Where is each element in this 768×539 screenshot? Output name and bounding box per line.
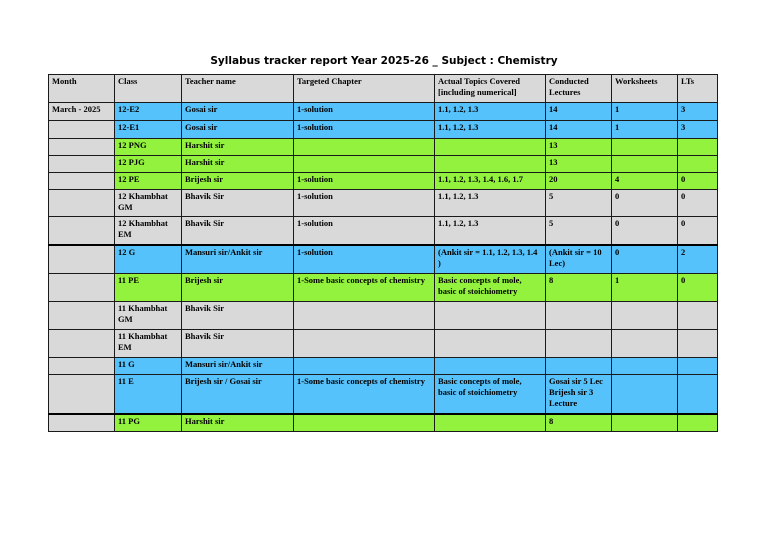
chapter-cell <box>294 330 435 358</box>
table-row <box>49 121 718 139</box>
class-cell: 12 Khambhat EM <box>115 217 182 245</box>
header-teacher-name: Teacher name <box>182 75 294 103</box>
syllabus-tracker-table <box>48 74 718 432</box>
class-cell: 12-E2 <box>115 103 182 121</box>
class-cell: 12 Khambhat GM <box>115 190 182 217</box>
worksheets-cell: 0 <box>612 245 678 274</box>
topics-cell: (Ankit sir = 1.1, 1.2, 1.3, 1.4 ) <box>435 245 546 274</box>
topics-cell <box>435 302 546 330</box>
chapter-cell <box>294 414 435 432</box>
chapter-cell: 1-solution <box>294 121 435 139</box>
teacher-cell: Brijesh sir <box>182 173 294 190</box>
chapter-cell: 1-solution <box>294 190 435 217</box>
topics-cell <box>435 358 546 375</box>
lts-cell: 0 <box>678 274 718 302</box>
lectures-cell: 5 <box>546 190 612 217</box>
lts-cell: 0 <box>678 190 718 217</box>
lectures-cell: Gosai sir 5 Lec Brijesh sir 3 Lecture <box>546 375 612 414</box>
lectures-cell: 8 <box>546 274 612 302</box>
topics-cell: 1.1, 1.2, 1.3 <box>435 121 546 139</box>
worksheets-cell <box>612 156 678 173</box>
lts-cell: 2 <box>678 245 718 274</box>
teacher-cell: Bhavik Sir <box>182 330 294 358</box>
table-row <box>49 330 718 358</box>
table-row <box>49 139 718 156</box>
lts-cell: 3 <box>678 121 718 139</box>
worksheets-cell: 1 <box>612 103 678 121</box>
class-cell: 11 Khambhat GM <box>115 302 182 330</box>
lectures-cell: 20 <box>546 173 612 190</box>
chapter-cell: 1-solution <box>294 173 435 190</box>
teacher-cell: Brijesh sir / Gosai sir <box>182 375 294 414</box>
topics-cell: Basic concepts of mole, basic of stoichiometry <box>435 375 546 414</box>
lectures-cell: 14 <box>546 103 612 121</box>
lts-cell <box>678 414 718 432</box>
worksheets-cell <box>612 375 678 414</box>
chapter-cell: 1-Some basic concepts of chemistry <box>294 375 435 414</box>
lectures-cell: 5 <box>546 217 612 245</box>
lts-cell: 3 <box>678 103 718 121</box>
teacher-cell: Mansuri sir/Ankit sir <box>182 358 294 375</box>
chapter-cell <box>294 139 435 156</box>
teacher-cell: Harshit sir <box>182 156 294 173</box>
lts-cell <box>678 302 718 330</box>
month-cell <box>49 217 115 245</box>
month-cell <box>49 302 115 330</box>
month-cell <box>49 330 115 358</box>
lts-cell <box>678 139 718 156</box>
worksheets-cell <box>612 414 678 432</box>
topics-cell <box>435 156 546 173</box>
worksheets-cell <box>612 302 678 330</box>
chapter-cell: 1-solution <box>294 217 435 245</box>
teacher-cell: Harshit sir <box>182 139 294 156</box>
lectures-cell: 13 <box>546 156 612 173</box>
month-cell <box>49 156 115 173</box>
class-cell: 11 Khambhat EM <box>115 330 182 358</box>
topics-cell <box>435 330 546 358</box>
header-month: Month <box>49 75 115 103</box>
month-cell <box>49 274 115 302</box>
worksheets-cell: 0 <box>612 190 678 217</box>
month-cell <box>49 121 115 139</box>
month-cell <box>49 358 115 375</box>
header-class: Class <box>115 75 182 103</box>
header-targeted-chapter: Targeted Chapter <box>294 75 435 103</box>
month-cell <box>49 245 115 274</box>
lectures-cell: 14 <box>546 121 612 139</box>
class-cell: 11 PG <box>115 414 182 432</box>
header-row <box>49 75 718 103</box>
lts-cell: 0 <box>678 173 718 190</box>
table-row <box>49 358 718 375</box>
teacher-cell: Gosai sir <box>182 121 294 139</box>
lts-cell: 0 <box>678 217 718 245</box>
chapter-cell: 1-solution <box>294 103 435 121</box>
table-row <box>49 190 718 217</box>
lectures-cell: 8 <box>546 414 612 432</box>
worksheets-cell: 1 <box>612 121 678 139</box>
topics-cell <box>435 139 546 156</box>
teacher-cell: Bhavik Sir <box>182 217 294 245</box>
month-cell <box>49 173 115 190</box>
teacher-cell: Bhavik Sir <box>182 190 294 217</box>
report-title: Syllabus tracker report Year 2025-26 _ Subject : Chemistry <box>210 55 558 67</box>
table-row <box>49 245 718 274</box>
lectures-cell <box>546 330 612 358</box>
table-row <box>49 217 718 245</box>
topics-cell: 1.1, 1.2, 1.3 <box>435 103 546 121</box>
teacher-cell: Bhavik Sir <box>182 302 294 330</box>
lts-cell <box>678 375 718 414</box>
chapter-cell <box>294 358 435 375</box>
table-row <box>49 375 718 414</box>
worksheets-cell: 0 <box>612 217 678 245</box>
topics-cell: 1.1, 1.2, 1.3 <box>435 217 546 245</box>
lectures-cell <box>546 358 612 375</box>
teacher-cell: Harshit sir <box>182 414 294 432</box>
class-cell: 11 PE <box>115 274 182 302</box>
table-row <box>49 414 718 432</box>
worksheets-cell <box>612 330 678 358</box>
class-cell: 12 G <box>115 245 182 274</box>
header-lts: LTs <box>678 75 718 103</box>
class-cell: 11 E <box>115 375 182 414</box>
table-row <box>49 274 718 302</box>
class-cell: 12 PJG <box>115 156 182 173</box>
month-cell: March - 2025 <box>49 103 115 121</box>
lts-cell <box>678 330 718 358</box>
lectures-cell <box>546 302 612 330</box>
class-cell: 11 G <box>115 358 182 375</box>
topics-cell: 1.1, 1.2, 1.3, 1.4, 1.6, 1.7 <box>435 173 546 190</box>
chapter-cell: 1-Some basic concepts of chemistry <box>294 274 435 302</box>
month-cell <box>49 414 115 432</box>
lectures-cell: (Ankit sir = 10 Lec) <box>546 245 612 274</box>
worksheets-cell: 1 <box>612 274 678 302</box>
topics-cell: 1.1, 1.2, 1.3 <box>435 190 546 217</box>
month-cell <box>49 375 115 414</box>
chapter-cell <box>294 302 435 330</box>
lts-cell <box>678 156 718 173</box>
month-cell <box>49 190 115 217</box>
class-cell: 12 PE <box>115 173 182 190</box>
table-row <box>49 302 718 330</box>
lectures-cell: 13 <box>546 139 612 156</box>
chapter-cell <box>294 156 435 173</box>
teacher-cell: Gosai sir <box>182 103 294 121</box>
header-conducted-lectures: Conducted Lectures <box>546 75 612 103</box>
table-row <box>49 103 718 121</box>
header-actual-topics: Actual Topics Covered [including numerical] <box>435 75 546 103</box>
class-cell: 12 PNG <box>115 139 182 156</box>
topics-cell <box>435 414 546 432</box>
topics-cell: Basic concepts of mole, basic of stoichiometry <box>435 274 546 302</box>
class-cell: 12-E1 <box>115 121 182 139</box>
month-cell <box>49 139 115 156</box>
worksheets-cell: 4 <box>612 173 678 190</box>
table-row <box>49 173 718 190</box>
worksheets-cell <box>612 358 678 375</box>
teacher-cell: Mansuri sir/Ankit sir <box>182 245 294 274</box>
teacher-cell: Brijesh sir <box>182 274 294 302</box>
header-worksheets: Worksheets <box>612 75 678 103</box>
lts-cell <box>678 358 718 375</box>
table-row <box>49 156 718 173</box>
chapter-cell: 1-solution <box>294 245 435 274</box>
worksheets-cell <box>612 139 678 156</box>
